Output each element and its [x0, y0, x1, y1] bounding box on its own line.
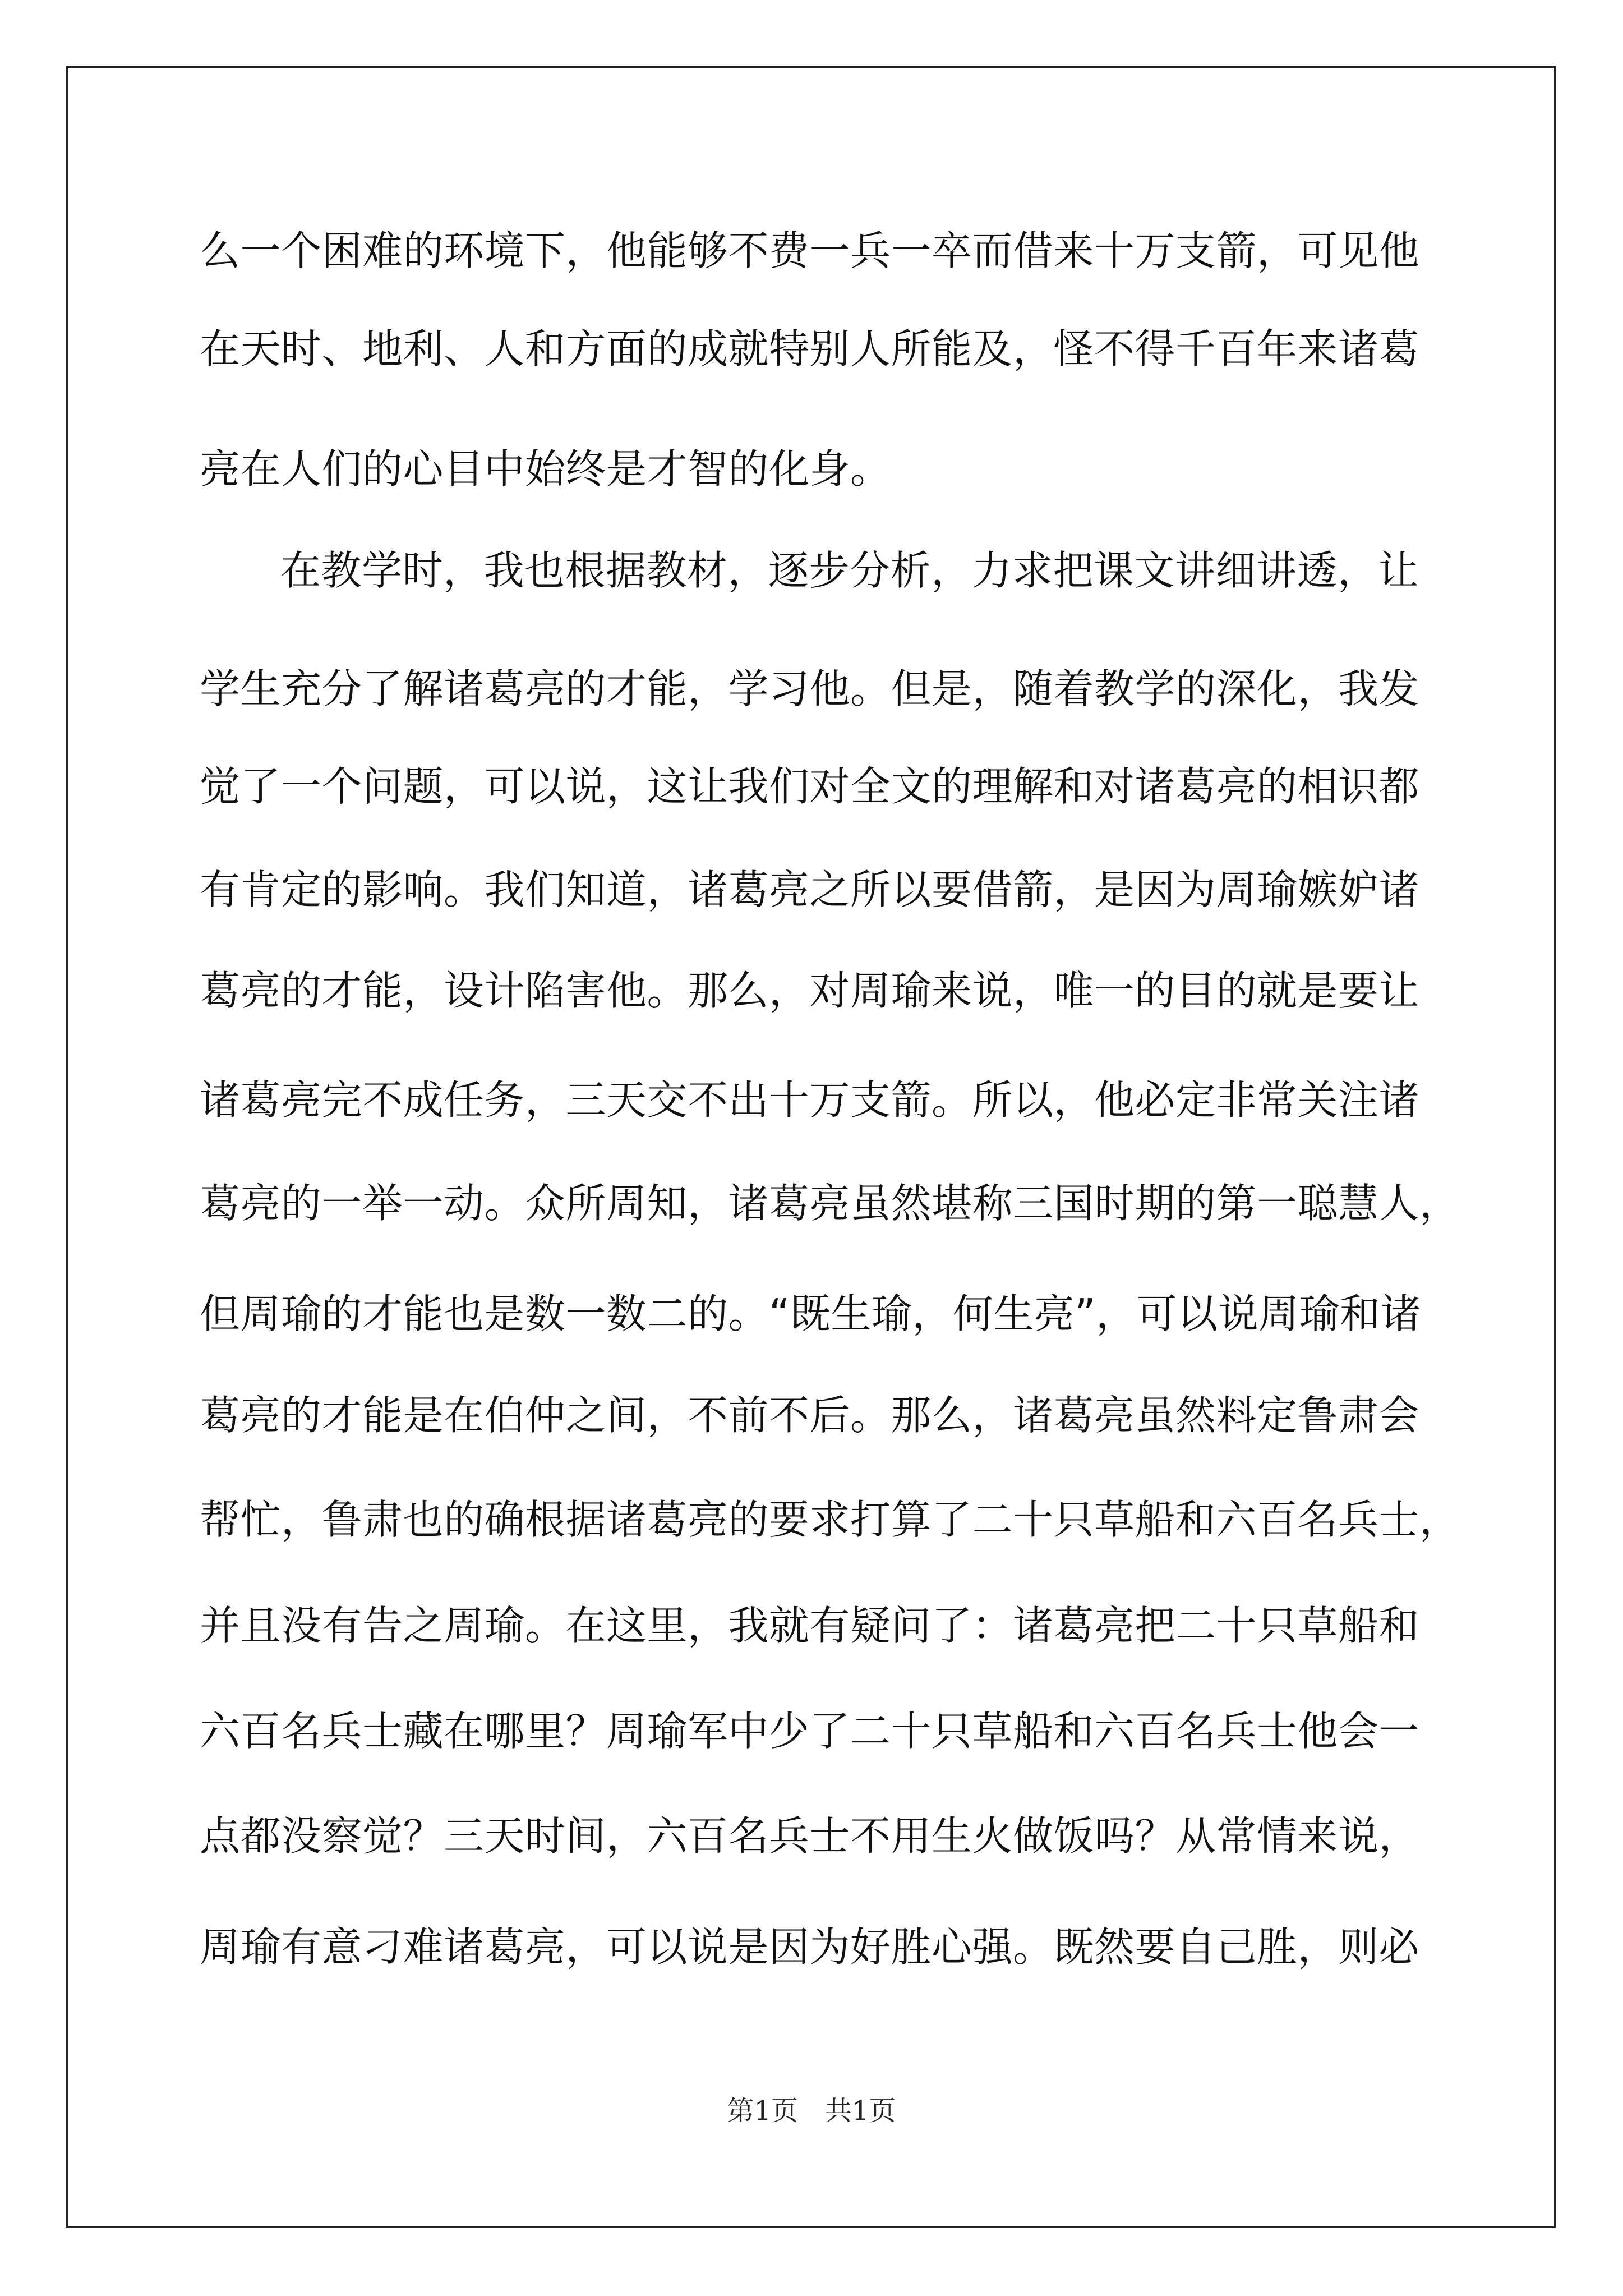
text-line: 诸葛亮完不成任务，三天交不出十万支箭。所以，他必定非常关注诸 [200, 1076, 1420, 1124]
text-line: 么一个困难的环境下，他能够不费一兵一卒而借来十万支箭，可见他 [200, 227, 1420, 274]
text-line: 有肯定的影响。我们知道，诸葛亮之所以要借箭，是因为周瑜嫉妒诸 [200, 866, 1420, 913]
text-line: 葛亮的才能，设计陷害他。那么，对周瑜来说，唯一的目的就是要让 [200, 967, 1420, 1014]
text-line: 学生充分了解诸葛亮的才能，学习他。但是，随着教学的深化，我发 [200, 665, 1420, 712]
text-line: 觉了一个问题，可以说，这让我们对全文的理解和对诸葛亮的相识都 [200, 763, 1420, 810]
text-line: 并且没有告之周瑜。在这里，我就有疑问了：诸葛亮把二十只草船和 [200, 1602, 1420, 1649]
text-line: 葛亮的一举一动。众所周知，诸葛亮虽然堪称三国时期的第一聪慧人， [200, 1180, 1460, 1227]
text-line: 亮在人们的心目中始终是才智的化身。 [200, 445, 891, 493]
text-line: 周瑜有意刁难诸葛亮，可以说是因为好胜心强。既然要自己胜，则必 [200, 1924, 1420, 1971]
text-line: 点都没察觉？三天时间，六百名兵士不用生火做饭吗？从常情来说， [200, 1812, 1420, 1860]
text-line: 帮忙，鲁肃也的确根据诸葛亮的要求打算了二十只草船和六百名兵士， [200, 1496, 1460, 1543]
text-line: 但周瑜的才能也是数一数二的。“既生瑜，何生亮”，可以说周瑜和诸 [200, 1290, 1422, 1337]
page-footer: 第1页 共1页 [727, 2095, 896, 2127]
text-line: 在天时、地利、人和方面的成就特别人所能及，怪不得千百年来诸葛 [200, 325, 1420, 372]
page-border [66, 66, 1556, 2228]
text-line: 六百名兵士藏在哪里？周瑜军中少了二十只草船和六百名兵士他会一 [200, 1708, 1420, 1755]
text-line: 葛亮的才能是在伯仲之间，不前不后。那么，诸葛亮虽然料定鲁肃会 [200, 1392, 1420, 1439]
paragraph-first-line: 在教学时，我也根据教材，逐步分析，力求把课文讲细讲透，让 [280, 547, 1419, 594]
